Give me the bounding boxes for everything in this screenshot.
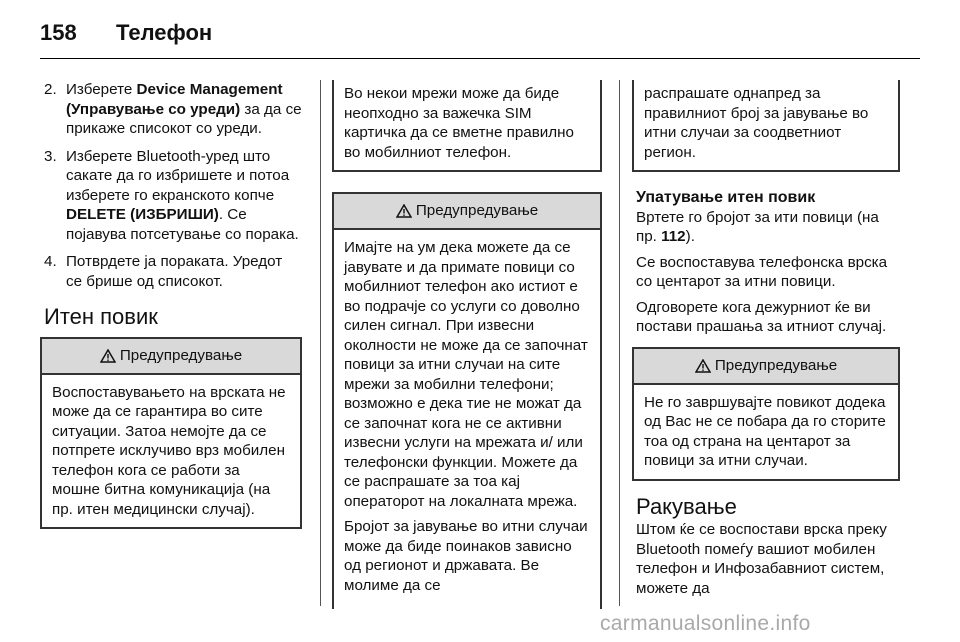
warning-header (334, 194, 600, 230)
step-text: Изберете Bluetooth-уред што сакате да го избришете и потоа изберете го екранското копче (66, 147, 290, 204)
step-bold-text: DELETE (ИЗБРИШИ) (66, 206, 219, 223)
warning-box (332, 192, 602, 609)
warning-box (632, 347, 900, 481)
warning-body: Воспоставувањето на врската не може да се гарантира во сите ситуации. Затоа немојте да се потпрете исклучиво врз мобилен телефон кога се работи за мошне битна комуникација (на пр. итен медицински случај). (52, 383, 286, 518)
emergency-number: 112 (661, 228, 686, 245)
step-bold-text: Device Management (Управување со уреди) (66, 81, 283, 118)
warning-triangle-icon (396, 204, 412, 218)
step-text: Потврдете ја пораката. Уредот се брише од списокот. (66, 253, 283, 290)
warning-continuation-box (632, 80, 900, 172)
step-text: Изберете (66, 81, 137, 98)
step-number: 2. (44, 81, 57, 98)
continued-text: распрашате однапред за правилниот број за јавување во итни случаи за соодветниот регион. (644, 85, 869, 161)
step-text-end: за да се прикаже списокот со уреди. (66, 100, 302, 137)
paragraph: Штом ќе се воспостави врска преку Bluetooth помеѓу вашиот мобилен телефон и Инфозабавниот систем, можете да (636, 521, 887, 597)
warning-header (42, 339, 300, 375)
step-text-end: . Се појавува потсетување со порака. (66, 206, 299, 243)
warning-triangle-icon (695, 359, 711, 373)
step-item (44, 252, 302, 291)
step-item (44, 147, 302, 245)
note-text: Во некои мрежи може да биде неопходно за важечка SIM картичка да се вметне правилно во мобилниот телефон. (344, 85, 574, 161)
paragraph-text: Вртете го бројот за ити повици (на пр. (636, 208, 879, 245)
warning-header (634, 349, 898, 385)
paragraph-text-end: ). (685, 228, 695, 245)
watermark: carmanualsonline.info (600, 612, 811, 635)
step-number: 4. (44, 253, 57, 270)
column-1 (44, 80, 302, 529)
paragraph (636, 208, 900, 247)
warning-paragraph: Имајте на ум дека можете да се јавувате и да примате повици со мобилниот телефон ако истиот е во подрачје со услуги со доволно силен сигнал. При извесни околности не може да се започнат повици за итни случаи на сите мрежи за мобилни телефони; возможно е дека тие не можат да се започнат кога не се активни извесни услуги на мрежата и/ или телефонски функции. Можете да се распрашате за тоа кај операторот на локалната мрежа. (344, 239, 588, 510)
warning-body: Не го завршувајте повикот додека од Вас не се побара да го сторите тоа од страна на центарот за повици за итни случаи. (644, 393, 886, 469)
paragraph: Се воспоставува телефонска врска со центарот за итни повици. (636, 253, 888, 290)
section-title: Итен повик (44, 304, 158, 329)
warning-title: Предупредување (119, 346, 243, 364)
column-2 (336, 80, 600, 609)
subsection-title: Упатување итен повик (636, 189, 816, 206)
column-divider (619, 80, 620, 606)
step-item (44, 80, 302, 139)
warning-body (334, 230, 600, 609)
column-3 (636, 80, 900, 604)
warning-title: Предупредување (415, 202, 539, 220)
note-box (332, 80, 602, 172)
page-number: 158 (40, 20, 77, 45)
column-divider (320, 80, 321, 606)
section-title: Ракување (636, 493, 737, 519)
header-rule (40, 58, 920, 59)
warning-triangle-icon (100, 349, 116, 363)
page-header (40, 14, 920, 54)
warning-box (40, 337, 302, 530)
step-number: 3. (44, 147, 57, 165)
paragraph: Одговорете кога дежурниот ќе ви постави прашања за итниот случај. (636, 298, 887, 335)
warning-title: Предупредување (714, 356, 838, 374)
running-title: Телефон (116, 20, 213, 45)
warning-paragraph: Бројот за јавување во итни случаи може да биде поинаков зависно од регионот и државата. Ве молиме да се (344, 518, 588, 594)
